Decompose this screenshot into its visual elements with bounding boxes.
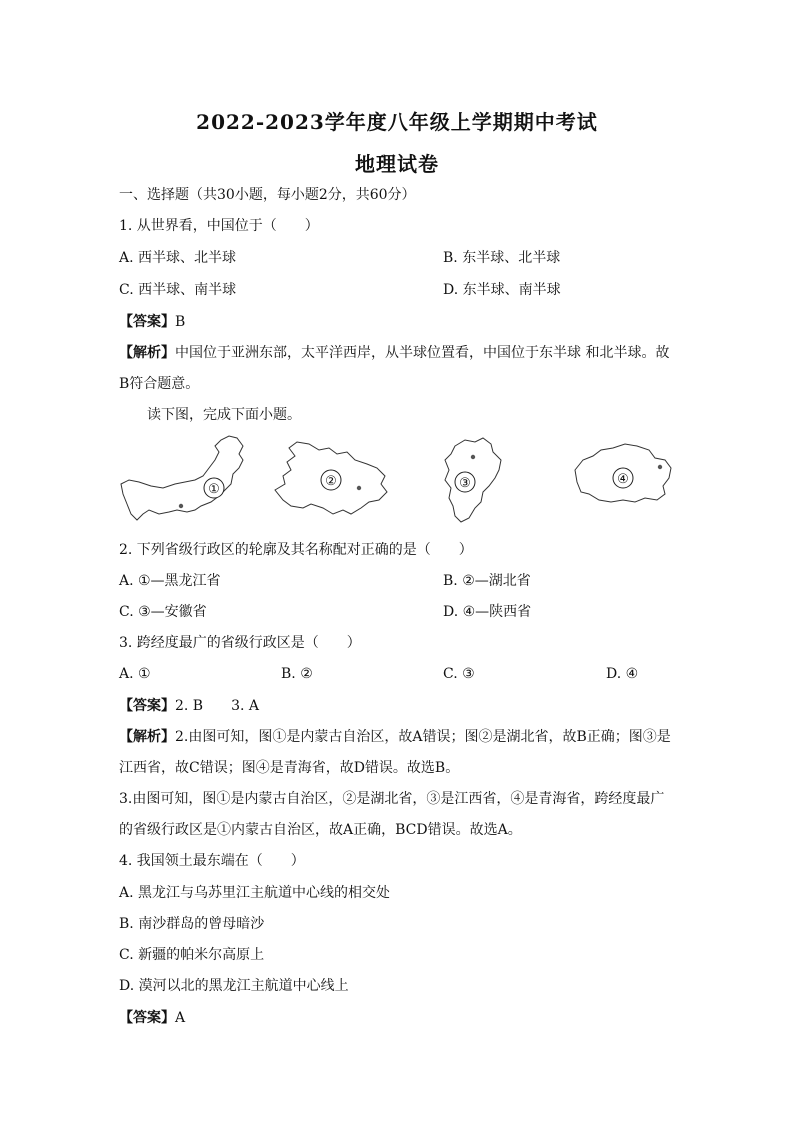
- analysis-text: 中国位于亚洲东部，太平洋西岸，从半球位置看，中国位于东半球 和北半球。故: [175, 345, 670, 361]
- outline-3-label: ③: [459, 476, 471, 491]
- q2-q3-answer: [119, 697, 259, 715]
- outline-4: [575, 444, 671, 502]
- q3-option-a: A. ①: [119, 666, 151, 682]
- exam-subtitle: 地理试卷: [355, 152, 439, 176]
- q2-stem: 2. 下列省级行政区的轮廓及其名称配对正确的是（ ）: [119, 542, 473, 558]
- q4-option-b: B. 南沙群岛的曾母暗沙: [119, 916, 265, 932]
- outline-3: [445, 438, 501, 522]
- outline-1-label: ①: [208, 482, 220, 497]
- q4-option-c: C. 新疆的帕米尔高原上: [119, 947, 265, 963]
- analysis-tag: 【解析】: [119, 345, 175, 361]
- q2-option-a: A. ①—黑龙江省: [119, 573, 221, 589]
- q4-stem: 4. 我国领土最东端在（ ）: [119, 853, 305, 869]
- answer-tag: 【答案】: [119, 1010, 175, 1026]
- q1-option-d: D. 东半球、南半球: [443, 282, 561, 298]
- q2-option-b: B. ②—湖北省: [443, 573, 531, 589]
- analysis-text: 2.由图可知，图①是内蒙古自治区，故A错误；图②是湖北省，故B正确；图③是: [175, 729, 671, 745]
- q3-stem: 3. 跨经度最广的省级行政区是（ ）: [119, 635, 361, 651]
- province-outline-figure: [115, 430, 685, 530]
- q2-q3-analysis-line3: 3.由图可知，图①是内蒙古自治区，②是湖北省，③是江西省，④是青海省，跨经度最广: [119, 791, 665, 807]
- q2-q3-analysis: [119, 728, 671, 746]
- analysis-tag: 【解析】: [119, 729, 175, 745]
- q2-option-d: D. ④—陕西省: [443, 604, 532, 620]
- outline-4-label: ④: [617, 472, 629, 487]
- outline-2: [275, 442, 387, 514]
- q4-option-a: A. 黑龙江与乌苏里江主航道中心线的相交处: [119, 885, 391, 901]
- q1-option-b: B. 东半球、北半球: [443, 250, 561, 266]
- q3-option-b: B. ②: [281, 666, 313, 682]
- province-outlines: [115, 430, 685, 530]
- answer-value: B: [175, 314, 186, 330]
- answer-tag: 【答案】: [119, 698, 175, 714]
- outline-1: [121, 436, 243, 520]
- answer-value: 2. B 3. A: [175, 698, 260, 714]
- q4-answer: [119, 1009, 185, 1027]
- q4-option-d: D. 漠河以北的黑龙江主航道中心线上: [119, 978, 349, 994]
- q3-option-d: D. ④: [606, 666, 639, 682]
- q1-option-c: C. 西半球、南半球: [119, 282, 237, 298]
- q1-analysis: [119, 344, 669, 362]
- answer-tag: 【答案】: [119, 314, 175, 330]
- q2-q3-analysis-line2: 江西省，故C错误；图④是青海省，故D错误。故选B。: [119, 760, 460, 776]
- q1-stem: 1. 从世界看，中国位于（ ）: [119, 218, 319, 234]
- q2-option-c: C. ③—安徽省: [119, 604, 207, 620]
- exam-title: 2022-2023学年度八年级上学期期中考试: [196, 110, 598, 134]
- q3-option-c: C. ③: [443, 666, 475, 682]
- figure-intro: 读下图，完成下面小题。: [147, 407, 301, 423]
- q2-q3-analysis-line4: 的省级行政区是①内蒙古自治区，故A正确，BCD错误。故选A。: [119, 822, 522, 838]
- outline-2-label: ②: [325, 474, 337, 489]
- q1-analysis-cont: B符合题意。: [119, 376, 200, 392]
- q1-answer: [119, 313, 185, 331]
- answer-value: A: [175, 1010, 186, 1026]
- section-heading: 一、选择题（共30小题，每小题2分，共60分）: [119, 187, 416, 203]
- q1-option-a: A. 西半球、北半球: [119, 250, 237, 266]
